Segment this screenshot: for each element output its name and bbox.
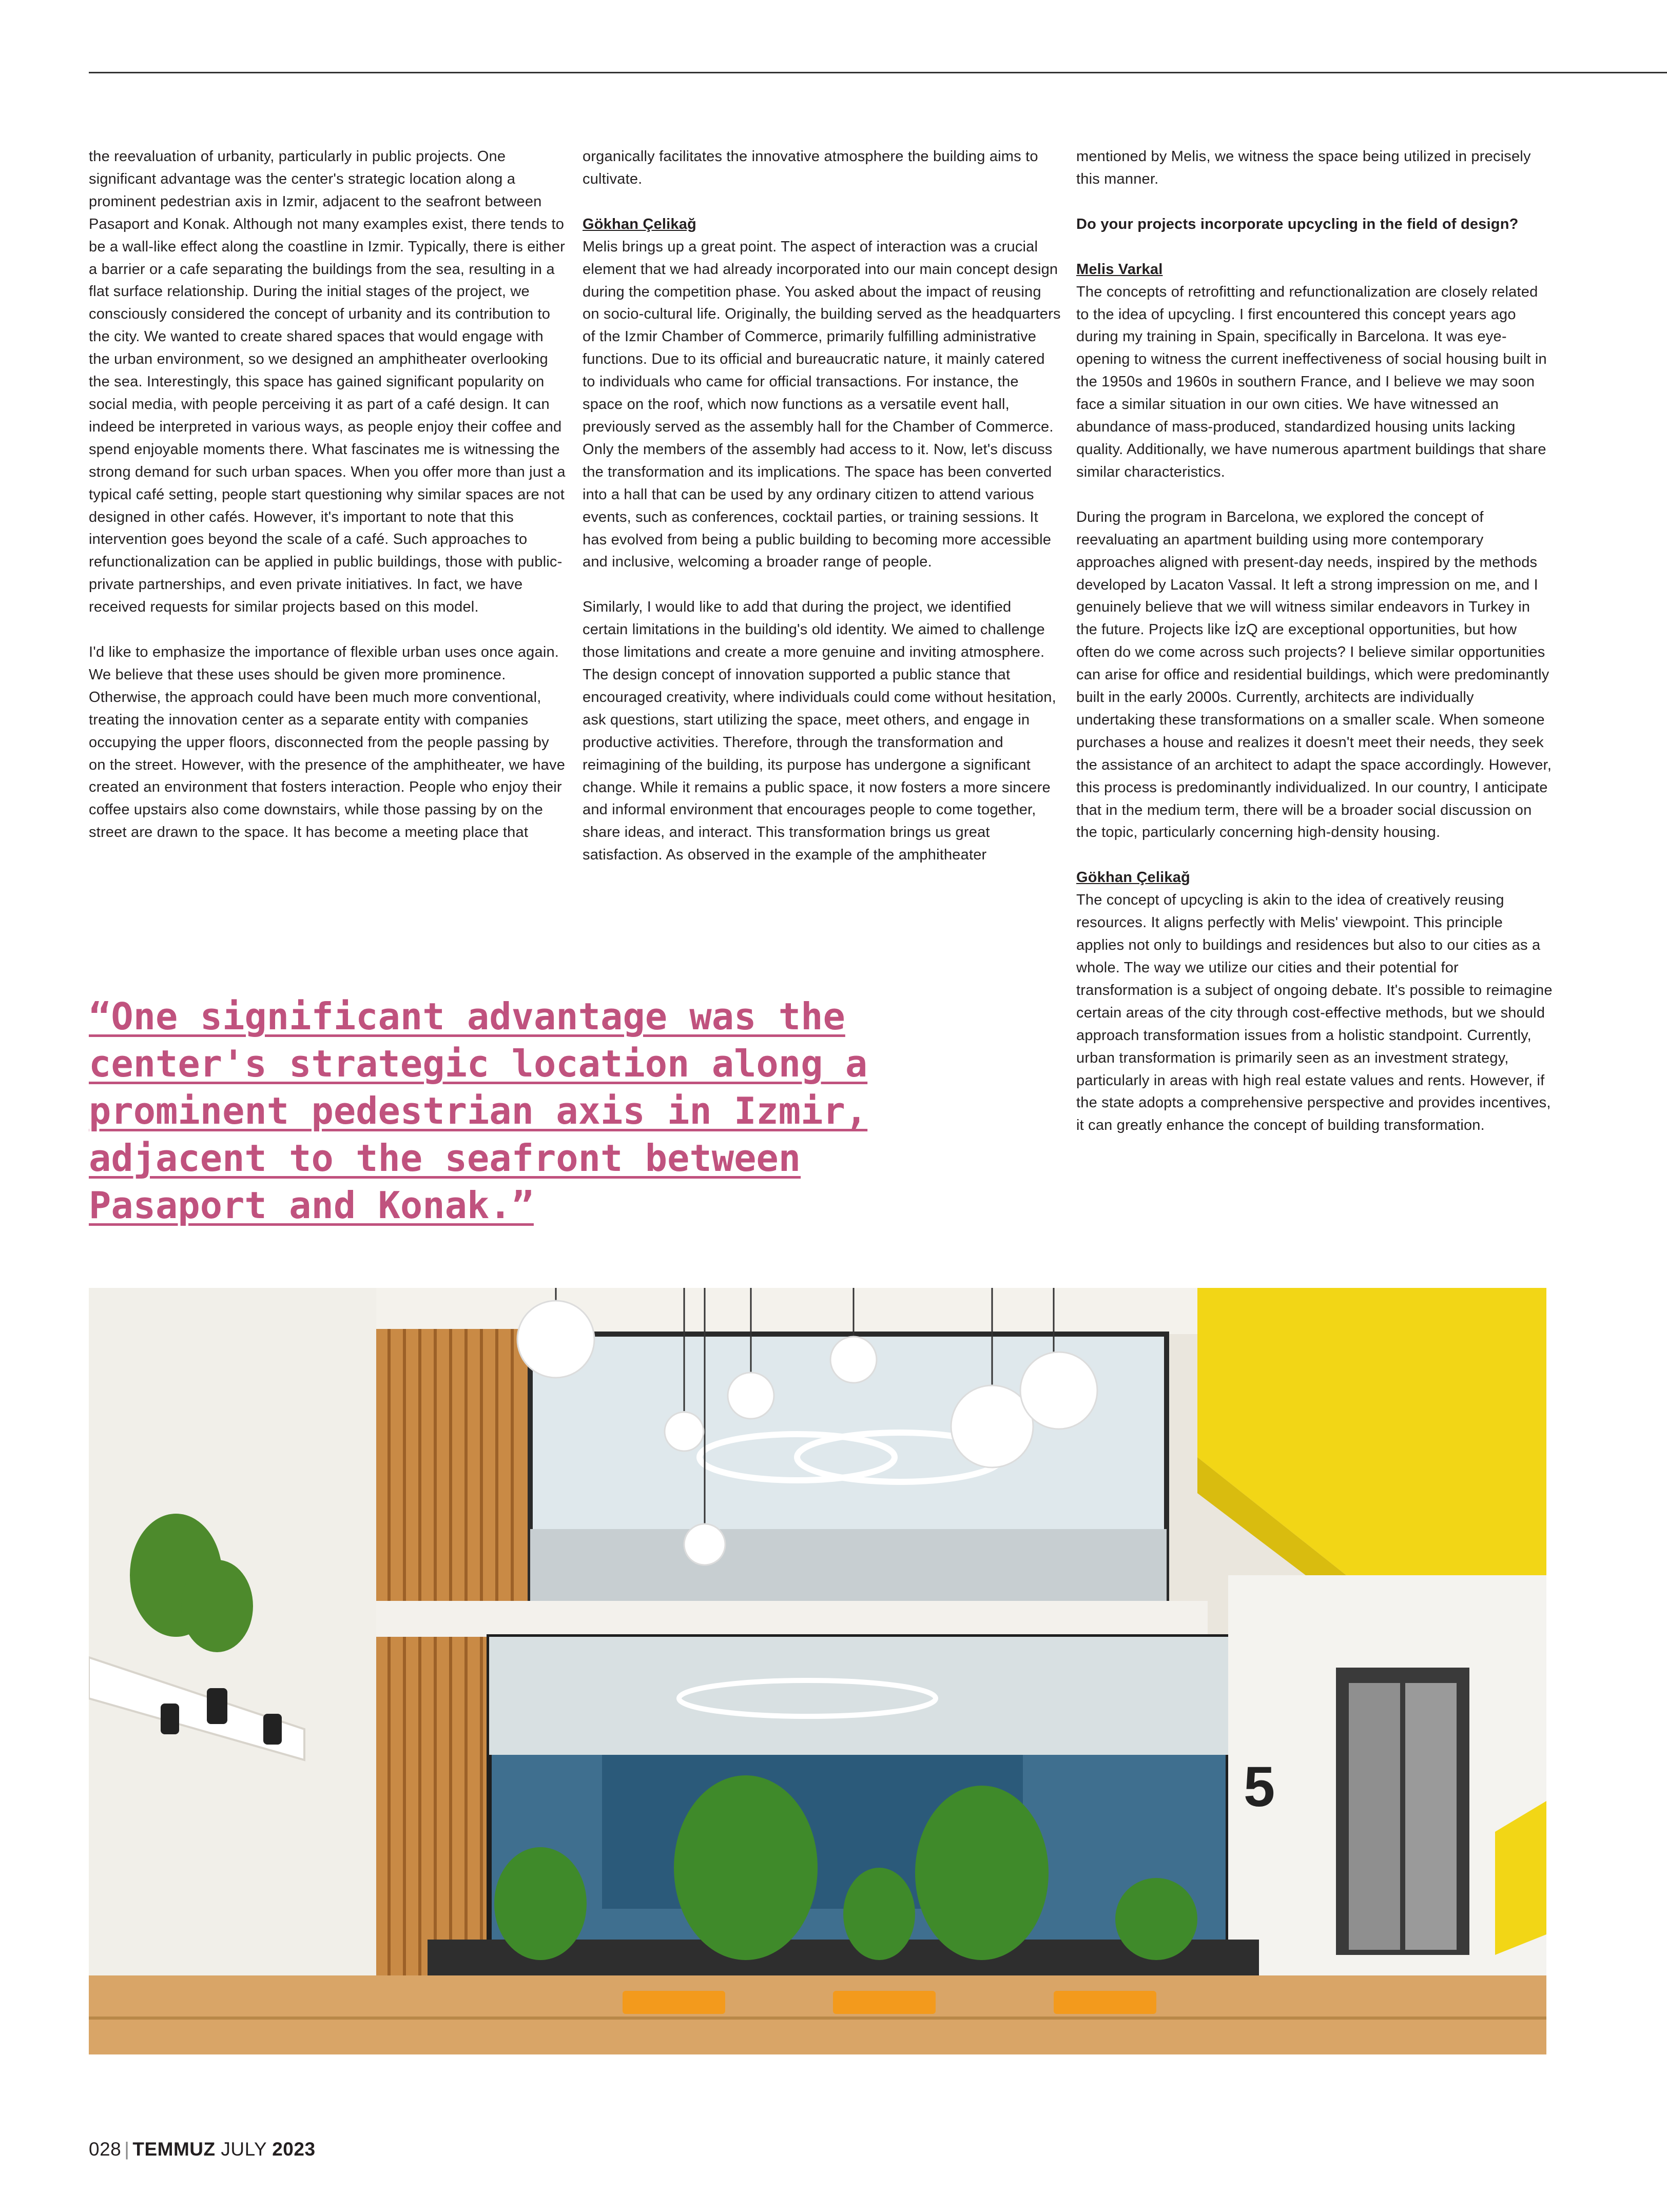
text-column-2 bbox=[583, 146, 1061, 889]
wooden-steps bbox=[89, 1975, 1546, 2054]
interview-question bbox=[1076, 213, 1555, 236]
top-rule bbox=[89, 72, 1667, 73]
interior-photo bbox=[89, 1288, 1546, 2054]
footer-separator: | bbox=[124, 2139, 130, 2160]
text-column-1 bbox=[89, 146, 567, 867]
speaker-name: Gökhan Çelikağ bbox=[1076, 869, 1190, 886]
page-number: 028 bbox=[89, 2139, 122, 2160]
cushion bbox=[623, 1991, 725, 2014]
interior-photo-illustration bbox=[89, 1288, 1546, 2054]
paragraph: During the program in Barcelona, we explored the concept of reevaluating an apartment building using more contemporary approaches aligned with present-day needs, inspired by the methods developed by Lacaton Vassal. It left a strong impression on me, and I genuinely believe that we will witness similar endeavors in Turkey in the future. Projects like İzQ are exceptional opportunities, but how often do we come across such projects? I believe similar opportunities can arise for office and residential buildings, which were predominantly built in the early 2000s. Currently, architects are individually undertaking these transformations on a smaller scale. When someone purchases a house and realizes it doesn't meet their needs, they seek the assistance of an architect to adapt the space accordingly. However, this process is predominantly individualized. In our country, I anticipate that in the medium term, there will be a broader social discussion on the topic, particularly concerning high-density housing. bbox=[1076, 508, 1552, 841]
pull-quote bbox=[89, 993, 992, 1229]
speaker-block bbox=[1076, 867, 1555, 1137]
paragraph: the reevaluation of urbanity, particularly in public projects. One significant advantage was the center's strategic location along a prominent pedestrian axis in Izmir, adjacent to the seafront between Pasaport and Konak. Although not many examples exist, there tends to be a wall-like effect along the coastline in Izmir. Typically, there is either a barrier or a cafe separating the buildings from the sea, resulting in a flat surface relationship. During the initial stages of the project, we consciously considered the concept of urbanity and its contribution to the city. We wanted to create shared spaces that would engage with the urban environment, so we designed an amphitheater overlooking the sea. Interestingly, this space has gained significant popularity on social media, with people perceiving it as part of a café design. It can indeed be interpreted in various ways, as people enjoy their coffee and spend enjoyable moments there. What fascinates me is witnessing the strong demand for such urban spaces. When you offer more than just a typical café setting, people start questioning why similar spaces are not designed in other cafés. However, it's important to note that this intervention goes beyond the scale of a café. Such approaches to refunctionalization can be applied in public buildings, those with public-private partnerships, and even private initiatives. In fact, we have received requests for similar projects based on this model. bbox=[89, 148, 566, 616]
speaker-block bbox=[583, 213, 1061, 574]
footer-july: JULY bbox=[221, 2139, 267, 2160]
question-text: Do your projects incorporate upcycling in the field of design? bbox=[1076, 216, 1519, 232]
paragraph: The concepts of retrofitting and refunctionalization are closely related to the idea of upcycling. I first encountered this concept years ago during my training in Spain, specifically in Barcelona. It was eye-opening to witness the current ineffectiveness of social housing built in the 1950s and 1960s in southern France, and I believe we may soon face a similar situation in our own cities. We have witnessed an abundance of mass-produced, standardized housing units lacking quality. Additionally, we have numerous apartment buildings that share similar characteristics. bbox=[1076, 283, 1547, 480]
paragraph: Similarly, I would like to add that during the project, we identified certain limitations in the building's old identity. We aimed to challenge those limitations and create a more genuine and inviting atmosphere. The design concept of innovation supported a public stance that encouraged creativity, where individuals could come without hesitation, ask questions, start utilizing the space, meet others, and engage in productive activities. Therefore, through the transformation and reimagining of the building, its purpose has undergone a significant change. While it remains a public space, it now fosters a more sincere and informal environment that encourages people to come together, share ideas, and interact. This transformation brings us great satisfaction. As observed in the example of the amphitheater bbox=[583, 599, 1056, 864]
pull-quote-text: “One significant advantage was the center's strategic location along a prominent pedestrian axis in Izmir, adjacent to the seafront between Pasaport and Konak.” bbox=[89, 995, 868, 1227]
speaker-name: Melis Varkal bbox=[1076, 261, 1163, 278]
paragraph: organically facilitates the innovative atmosphere the building aims to cultivate. bbox=[583, 148, 1038, 187]
elevator-number: 5 bbox=[1244, 1755, 1275, 1818]
cushion bbox=[833, 1991, 936, 2014]
paragraph: The concept of upcycling is akin to the idea of creatively reusing resources. It aligns perfectly with Melis' viewpoint. This principle applies not only to buildings and residences but also to our cities as a whole. The way we utilize our cities and their potential for transformation is a subject of ongoing debate. It's possible to reimagine certain areas of the city through cost-effective methods, but we should approach transformation issues from a holistic standpoint. Currently, urban transformation is primarily seen as an investment strategy, particularly in areas with high real estate values and rents. However, if the state adopts a comprehensive perspective and provides incentives, it can greatly enhance the concept of building transformation. bbox=[1076, 892, 1553, 1134]
footer-year: 2023 bbox=[272, 2139, 316, 2160]
page-footer bbox=[89, 2139, 316, 2160]
paragraph: I'd like to emphasize the importance of flexible urban uses once again. We believe that these uses should be given more prominence. Otherwise, the approach could have been much more conventional, treating the innovation center as a separate entity with companies occupying the upper floors, disconnected from the people passing by on the street. However, with the presence of the amphitheater, we have created an environment that fosters interaction. People who enjoy their coffee upstairs also come downstairs, while those passing by on the street are drawn to the space. It has become a meeting place that bbox=[89, 644, 566, 841]
paragraph: mentioned by Melis, we witness the space being utilized in precisely this manner. bbox=[1076, 148, 1531, 187]
cushion bbox=[1054, 1991, 1156, 2014]
speaker-block bbox=[1076, 259, 1555, 484]
footer-temmuz: TEMMUZ bbox=[132, 2139, 216, 2160]
text-column-3 bbox=[1076, 146, 1555, 1160]
speaker-name: Gökhan Çelikağ bbox=[583, 216, 696, 232]
paragraph: Melis brings up a great point. The aspect of interaction was a crucial element that we had already incorporated into our main concept design during the competition phase. You asked about the impact of reusing on socio-cultural life. Originally, the building served as the headquarters of the Izmir Chamber of Commerce, primarily fulfilling administrative functions. Due to its official and bureaucratic nature, it mainly catered to individuals who came for official transactions. For instance, the space on the roof, which now functions as a versatile event hall, previously served as the assembly hall for the Chamber of Commerce. Only the members of the assembly had access to it. Now, let's discuss the transformation and its implications. The space has been converted into a hall that can be used by any ordinary citizen to attend various events, such as conferences, cocktail parties, or training sessions. It has evolved from being a public building to becoming more accessible and inclusive, welcoming a broader range of people. bbox=[583, 238, 1061, 571]
